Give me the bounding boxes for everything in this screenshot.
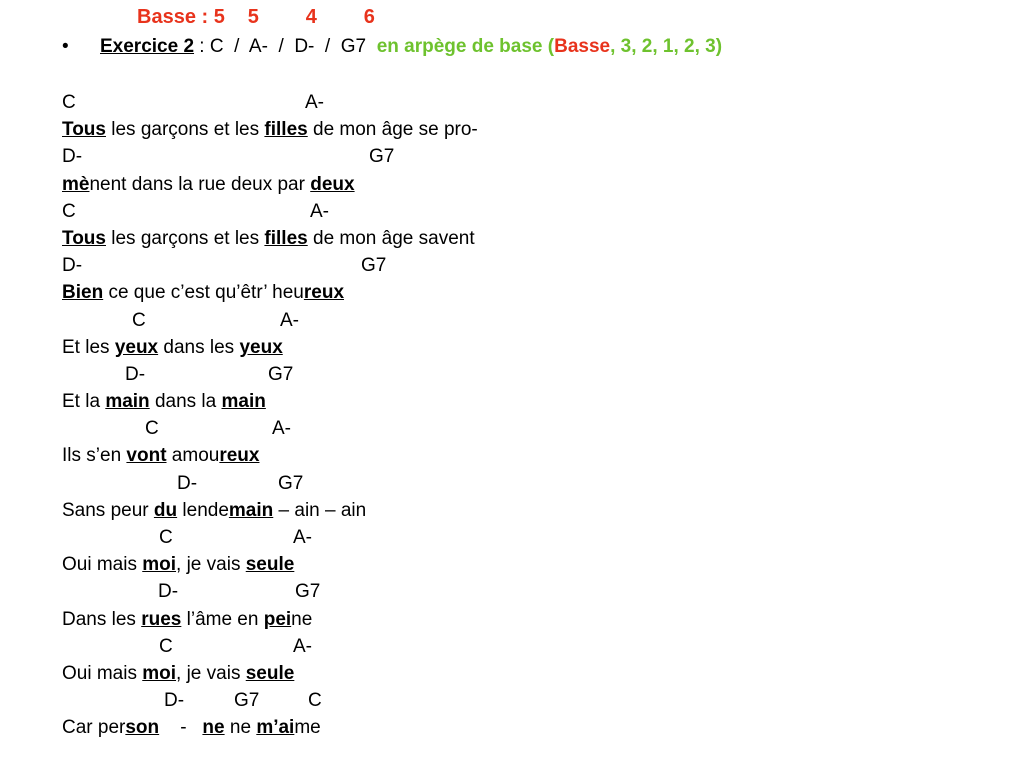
chord: G7	[278, 472, 304, 494]
lyric-line	[62, 714, 478, 741]
stressed-syllable: yeux	[114, 336, 159, 358]
lyric-line	[62, 442, 478, 469]
chord: D-	[177, 472, 198, 494]
chord-line	[62, 470, 478, 497]
stressed-syllable: moi	[142, 662, 177, 684]
stressed-syllable: main	[228, 499, 274, 521]
lyric-line	[62, 551, 478, 578]
chord: C	[159, 635, 173, 657]
exercise-line	[62, 36, 722, 58]
stressed-syllable: deux	[310, 173, 355, 195]
lyric-text: de mon âge se pro-	[307, 119, 478, 141]
lyric-text: de mon âge savent	[307, 227, 475, 249]
stressed-syllable: pei	[263, 608, 292, 630]
stressed-syllable: Tous	[62, 119, 106, 141]
lyric-text: lende	[177, 499, 229, 521]
chord: A-	[293, 527, 312, 548]
stressed-syllable: main	[221, 391, 266, 413]
chord: D-	[62, 255, 83, 277]
stressed-syllable: moi	[142, 554, 177, 576]
stressed-syllable: mè	[62, 173, 90, 195]
lyric-text: – ain – ain	[273, 499, 367, 521]
lyric-text: Oui mais	[62, 554, 143, 576]
chord: G7	[369, 146, 395, 168]
chord: C	[159, 527, 173, 548]
chord-line	[62, 415, 478, 442]
lyric-text: -	[159, 717, 203, 739]
chord: D-	[125, 363, 146, 385]
chord: C	[308, 690, 322, 712]
lyric-text: Et les	[62, 336, 115, 358]
stressed-syllable: vont	[126, 445, 167, 467]
lyric-text: ne	[224, 717, 257, 739]
stressed-syllable: son	[125, 717, 160, 739]
lyric-text: , je vais	[176, 662, 246, 684]
bass-note-3: 4	[305, 6, 317, 28]
chord: A-	[293, 635, 312, 657]
lyric-text: Dans les	[62, 608, 142, 630]
stressed-syllable: yeux	[239, 336, 283, 358]
stressed-syllable: filles	[264, 227, 308, 249]
chord-line	[62, 307, 478, 334]
chord: G7	[234, 690, 260, 712]
bass-pattern-header	[137, 6, 375, 29]
bass-note-4: 6	[363, 6, 375, 28]
chord-line	[62, 633, 478, 660]
chord-line	[62, 89, 478, 116]
chord-line	[62, 361, 478, 388]
lyric-text: Et la	[62, 391, 106, 413]
lyric-text: nent dans la rue deux par	[89, 173, 311, 195]
lyric-text: ce que c’est qu’êtr’ heu	[103, 282, 304, 304]
stressed-syllable: rues	[141, 608, 182, 630]
chord: G7	[295, 581, 321, 603]
lyric-line	[62, 388, 478, 415]
chord: D-	[164, 690, 185, 712]
chord: A-	[310, 200, 329, 222]
chord-line	[62, 252, 478, 279]
arpeggio-prefix: en arpège de base (	[376, 36, 555, 57]
chord: C	[145, 418, 159, 440]
lyric-line	[62, 606, 478, 633]
lyric-text: les garçons et les	[105, 227, 265, 249]
lyric-text: ne	[291, 608, 313, 630]
chord: D-	[62, 146, 83, 168]
arpeggio-bass-label: Basse	[554, 36, 611, 57]
song-sheet	[62, 89, 478, 742]
chord: G7	[268, 363, 294, 385]
stressed-syllable: ne	[202, 717, 225, 739]
chord-line	[62, 524, 478, 551]
exercise-chord-sequence: : C / A- / D- / G7	[194, 36, 377, 57]
stressed-syllable: filles	[264, 119, 308, 141]
arpeggio-instruction	[377, 36, 722, 57]
lyric-line	[62, 660, 478, 687]
lyric-line	[62, 279, 478, 306]
stressed-syllable: m’ai	[256, 717, 295, 739]
lyric-text: Oui mais	[62, 662, 143, 684]
lyric-text: Sans peur	[62, 499, 154, 521]
stressed-syllable: Tous	[62, 227, 106, 249]
stressed-syllable: seule	[245, 662, 295, 684]
stressed-syllable: main	[105, 391, 150, 413]
chord-line	[62, 143, 478, 170]
chord: A-	[280, 309, 299, 331]
chord-line	[62, 578, 478, 605]
chord: C	[62, 92, 76, 113]
lyric-line	[62, 171, 478, 198]
chord: A-	[272, 418, 291, 440]
bullet-icon: •	[62, 36, 69, 57]
bass-label: Basse : 5	[137, 6, 225, 28]
lyric-text: les garçons et les	[105, 119, 265, 141]
lyric-text: l’âme en	[181, 608, 264, 630]
stressed-syllable: Bien	[62, 282, 104, 304]
lyric-text: Ils s’en	[62, 445, 127, 467]
chord: C	[132, 309, 146, 331]
chord-line	[62, 687, 478, 714]
chord: A-	[305, 92, 324, 113]
lyric-line	[62, 225, 478, 252]
chord-line	[62, 198, 478, 225]
chord: G7	[361, 255, 387, 277]
lyric-line	[62, 497, 478, 524]
lyric-line	[62, 334, 478, 361]
stressed-syllable: reux	[219, 445, 260, 467]
lyric-line	[62, 116, 478, 143]
stressed-syllable: du	[153, 499, 178, 521]
stressed-syllable: reux	[303, 282, 345, 304]
lyric-text: , je vais	[176, 554, 246, 576]
lyric-text: dans les	[158, 336, 240, 358]
lyric-text: amou	[166, 445, 220, 467]
chord: D-	[158, 581, 179, 603]
lyric-text: me	[294, 717, 321, 739]
stressed-syllable: seule	[245, 554, 295, 576]
arpeggio-suffix: , 3, 2, 1, 2, 3)	[610, 36, 723, 57]
lyric-text: dans la	[149, 391, 222, 413]
bass-note-2: 5	[247, 6, 259, 28]
chord: C	[62, 200, 76, 222]
exercise-title: Exercice 2	[100, 36, 195, 57]
lyric-text: Car per	[62, 717, 126, 739]
